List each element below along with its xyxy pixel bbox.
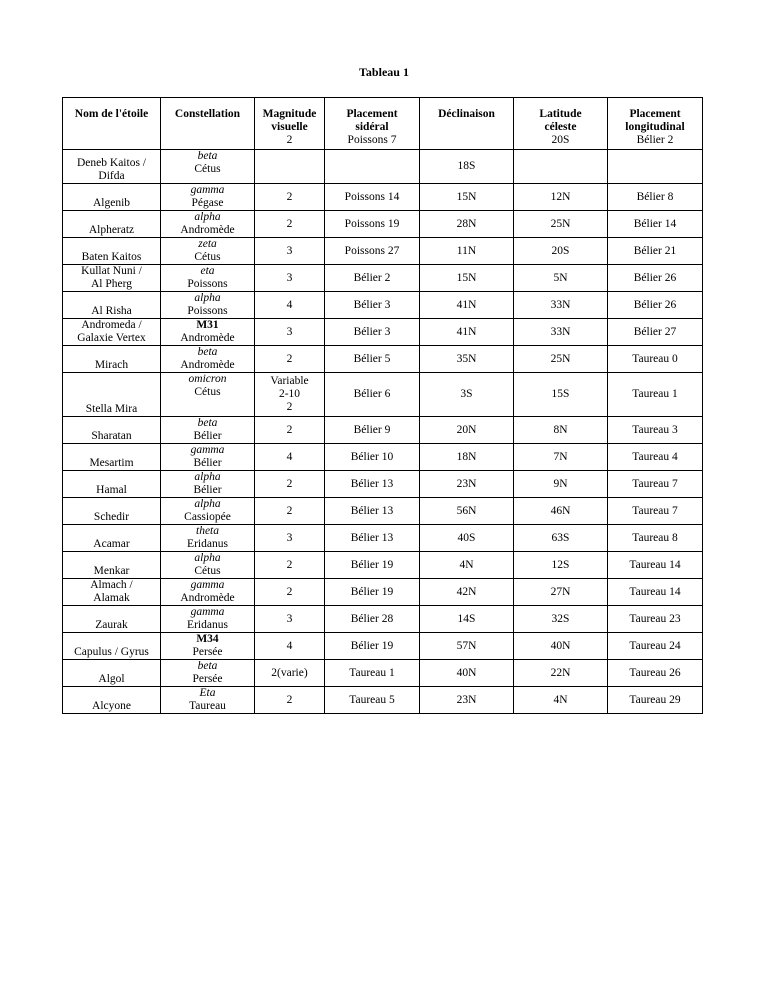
constellation-designation: alpha — [194, 211, 221, 223]
star-name-cell — [63, 265, 161, 292]
header-row — [63, 98, 703, 150]
magnitude-cell — [255, 579, 325, 606]
magnitude-cell — [255, 319, 325, 346]
header-longitudinal: Placement longitudinal Bélier 2 — [608, 98, 703, 150]
constellation-designation: alpha — [194, 292, 221, 304]
table-row — [63, 238, 703, 265]
longitudinal-cell: Taureau 1 — [608, 373, 703, 417]
constellation-name: Andromède — [180, 592, 235, 604]
longitudinal-cell: Taureau 0 — [608, 346, 703, 373]
declination-cell: 18N — [420, 444, 514, 471]
magnitude-value: 2 — [286, 477, 293, 490]
table-row — [63, 633, 703, 660]
declination-cell: 15N — [420, 184, 514, 211]
constellation-cell — [161, 346, 255, 373]
longitudinal-cell: Taureau 7 — [608, 498, 703, 525]
magnitude-value: 2(varie) — [271, 666, 308, 679]
header-constellation: Constellation — [161, 98, 255, 150]
constellation-designation: Eta — [199, 687, 216, 699]
header-name: Nom de l'étoile — [63, 98, 161, 150]
constellation-name: Bélier — [193, 457, 222, 469]
star-name-cell — [63, 579, 161, 606]
longitudinal-cell: Taureau 14 — [608, 579, 703, 606]
magnitude-value: 3 — [286, 612, 293, 625]
magnitude-value: 2 — [286, 504, 293, 517]
star-name: Algol — [98, 673, 125, 685]
longitudinal-cell — [608, 150, 703, 184]
star-name-cell — [63, 292, 161, 319]
sidereal-cell: Bélier 10 — [325, 444, 420, 471]
magnitude-cell — [255, 346, 325, 373]
table-row — [63, 150, 703, 184]
sidereal-cell: Poissons 14 — [325, 184, 420, 211]
longitudinal-cell: Taureau 7 — [608, 471, 703, 498]
star-name: Capulus / Gyrus — [74, 646, 149, 658]
constellation-cell — [161, 319, 255, 346]
constellation-name: Eridanus — [187, 619, 228, 631]
constellation-cell — [161, 444, 255, 471]
table-row — [63, 211, 703, 238]
star-name: Sharatan — [91, 430, 132, 442]
latitude-cell: 32S — [514, 606, 608, 633]
star-name-cell — [63, 633, 161, 660]
star-name: Menkar — [93, 565, 130, 577]
longitudinal-cell: Taureau 24 — [608, 633, 703, 660]
star-name-cont: Galaxie Vertex — [77, 332, 146, 344]
star-name: Zaurak — [95, 619, 128, 631]
declination-cell: 56N — [420, 498, 514, 525]
magnitude-cell — [255, 606, 325, 633]
star-name: Almach / — [90, 579, 133, 591]
star-name-cell — [63, 606, 161, 633]
star-name: Mirach — [94, 359, 129, 371]
sidereal-cell — [325, 150, 420, 184]
magnitude-cell — [255, 417, 325, 444]
constellation-name: Cétus — [194, 251, 221, 263]
constellation-cell — [161, 552, 255, 579]
magnitude-value: 2 — [286, 585, 293, 598]
star-name: Alcyone — [92, 700, 131, 712]
constellation-designation: beta — [197, 417, 218, 429]
star-name-cell — [63, 211, 161, 238]
declination-cell: 4N — [420, 552, 514, 579]
longitudinal-cell: Bélier 26 — [608, 292, 703, 319]
star-name: Al Risha — [91, 305, 132, 317]
sidereal-cell: Bélier 19 — [325, 579, 420, 606]
constellation-cell — [161, 150, 255, 184]
declination-cell: 40N — [420, 660, 514, 687]
sidereal-cell: Bélier 13 — [325, 498, 420, 525]
table-row — [63, 525, 703, 552]
star-name: Andromeda / — [81, 319, 142, 331]
longitudinal-cell: Taureau 8 — [608, 525, 703, 552]
magnitude-value: 2 — [286, 423, 293, 436]
star-name-cell — [63, 687, 161, 714]
latitude-cell: 15S — [514, 373, 608, 417]
magnitude-cell — [255, 471, 325, 498]
constellation-name: Cétus — [194, 565, 221, 577]
declination-cell: 35N — [420, 346, 514, 373]
constellation-cell — [161, 633, 255, 660]
latitude-cell: 9N — [514, 471, 608, 498]
constellation-cell — [161, 238, 255, 265]
star-name-cell — [63, 660, 161, 687]
table-row — [63, 373, 703, 417]
table-row — [63, 292, 703, 319]
constellation-name: Andromède — [180, 332, 235, 344]
declination-cell: 42N — [420, 579, 514, 606]
sidereal-cell: Bélier 19 — [325, 552, 420, 579]
declination-cell: 18S — [420, 150, 514, 184]
latitude-cell: 25N — [514, 211, 608, 238]
constellation-name: Bélier — [193, 430, 222, 442]
constellation-cell — [161, 417, 255, 444]
constellation-name: Cétus — [194, 386, 221, 398]
magnitude-value: Variable — [270, 375, 309, 387]
constellation-cell — [161, 660, 255, 687]
header-magnitude: Magnitude visuelle 2 — [255, 98, 325, 150]
magnitude-value: 2 — [286, 693, 293, 706]
sidereal-cell: Bélier 13 — [325, 525, 420, 552]
magnitude-cell — [255, 373, 325, 417]
star-name-cell — [63, 150, 161, 184]
star-name: Deneb Kaitos / — [77, 157, 146, 169]
longitudinal-cell: Bélier 26 — [608, 265, 703, 292]
constellation-name: Cassiopée — [184, 511, 231, 523]
magnitude-cell — [255, 444, 325, 471]
star-name-cell — [63, 498, 161, 525]
star-name: Schedir — [93, 511, 130, 523]
latitude-cell: 33N — [514, 319, 608, 346]
sidereal-cell: Bélier 9 — [325, 417, 420, 444]
magnitude-extra: 2-10 — [278, 388, 301, 400]
stars-table — [62, 97, 703, 714]
sidereal-cell: Poissons 19 — [325, 211, 420, 238]
declination-cell: 41N — [420, 292, 514, 319]
constellation-cell — [161, 687, 255, 714]
magnitude-value: 4 — [286, 639, 293, 652]
table-row — [63, 444, 703, 471]
longitudinal-cell: Bélier 21 — [608, 238, 703, 265]
star-name-cell — [63, 373, 161, 417]
star-name: Acamar — [93, 538, 130, 550]
longitudinal-cell: Bélier 14 — [608, 211, 703, 238]
constellation-designation: beta — [197, 660, 218, 672]
longitudinal-cell: Bélier 27 — [608, 319, 703, 346]
sidereal-cell: Bélier 2 — [325, 265, 420, 292]
magnitude-value: 3 — [286, 271, 293, 284]
page-title: Tableau 1 — [359, 65, 409, 79]
magnitude-cell — [255, 238, 325, 265]
declination-cell: 14S — [420, 606, 514, 633]
declination-cell: 23N — [420, 471, 514, 498]
longitudinal-cell: Bélier 8 — [608, 184, 703, 211]
table-row — [63, 184, 703, 211]
magnitude-value: 3 — [286, 244, 293, 257]
magnitude-value: 3 — [286, 325, 293, 338]
table-row — [63, 579, 703, 606]
sidereal-cell: Bélier 13 — [325, 471, 420, 498]
latitude-cell: 5N — [514, 265, 608, 292]
table-row — [63, 687, 703, 714]
magnitude-cell — [255, 660, 325, 687]
constellation-cell — [161, 579, 255, 606]
sidereal-cell: Bélier 3 — [325, 292, 420, 319]
magnitude-cell — [255, 633, 325, 660]
longitudinal-cell: Taureau 26 — [608, 660, 703, 687]
constellation-designation: alpha — [194, 471, 221, 483]
constellation-cell — [161, 373, 255, 417]
star-name-cell — [63, 552, 161, 579]
constellation-name: Andromède — [180, 359, 235, 371]
declination-cell: 3S — [420, 373, 514, 417]
constellation-designation: beta — [197, 150, 218, 162]
sidereal-cell: Bélier 28 — [325, 606, 420, 633]
declination-cell: 11N — [420, 238, 514, 265]
table-row — [63, 606, 703, 633]
latitude-cell: 4N — [514, 687, 608, 714]
magnitude-cell — [255, 150, 325, 184]
sidereal-cell: Bélier 5 — [325, 346, 420, 373]
magnitude-value: 4 — [286, 450, 293, 463]
star-name-cell — [63, 444, 161, 471]
magnitude-cell — [255, 498, 325, 525]
latitude-cell: 12S — [514, 552, 608, 579]
star-name-cell — [63, 319, 161, 346]
constellation-cell — [161, 292, 255, 319]
declination-cell: 57N — [420, 633, 514, 660]
constellation-cell — [161, 525, 255, 552]
constellation-designation: beta — [197, 346, 218, 358]
constellation-cell — [161, 471, 255, 498]
longitudinal-cell: Taureau 29 — [608, 687, 703, 714]
sidereal-cell: Taureau 1 — [325, 660, 420, 687]
star-name-cell — [63, 417, 161, 444]
constellation-name: Persée — [192, 646, 223, 658]
magnitude-cell — [255, 184, 325, 211]
latitude-cell — [514, 150, 608, 184]
constellation-designation: alpha — [194, 552, 221, 564]
star-name-cell — [63, 525, 161, 552]
constellation-cell — [161, 184, 255, 211]
star-name-cont: Alamak — [93, 592, 130, 604]
table-row — [63, 417, 703, 444]
star-name: Mesartim — [89, 457, 134, 469]
constellation-cell — [161, 265, 255, 292]
header-latitude: Latitude céleste 20S — [514, 98, 608, 150]
constellation-designation: M34 — [196, 633, 219, 645]
magnitude-value: 4 — [286, 298, 293, 311]
constellation-cell — [161, 211, 255, 238]
latitude-cell: 27N — [514, 579, 608, 606]
magnitude-cell — [255, 525, 325, 552]
header-sidereal: Placement sidéral Poissons 7 — [325, 98, 420, 150]
magnitude-value: 2 — [286, 558, 293, 571]
constellation-designation: gamma — [190, 444, 225, 456]
constellation-designation: gamma — [190, 184, 225, 196]
table-row — [63, 660, 703, 687]
longitudinal-cell: Taureau 23 — [608, 606, 703, 633]
star-name: Stella Mira — [85, 403, 138, 415]
constellation-name: Taureau — [189, 700, 226, 712]
star-name: Algenib — [92, 197, 131, 209]
latitude-cell: 33N — [514, 292, 608, 319]
latitude-cell: 40N — [514, 633, 608, 660]
magnitude-extra: 2 — [286, 401, 293, 413]
magnitude-value: 3 — [286, 531, 293, 544]
magnitude-cell — [255, 292, 325, 319]
constellation-designation: omicron — [188, 373, 227, 385]
constellation-name: Eridanus — [187, 538, 228, 550]
constellation-name: Cétus — [194, 163, 221, 175]
longitudinal-cell: Taureau 3 — [608, 417, 703, 444]
constellation-designation: theta — [196, 525, 219, 537]
declination-cell: 40S — [420, 525, 514, 552]
longitudinal-cell: Taureau 4 — [608, 444, 703, 471]
star-name-cell — [63, 471, 161, 498]
magnitude-cell — [255, 211, 325, 238]
latitude-cell: 46N — [514, 498, 608, 525]
declination-cell: 23N — [420, 687, 514, 714]
table-row — [63, 319, 703, 346]
constellation-designation: eta — [200, 265, 215, 277]
constellation-designation: M31 — [196, 319, 219, 331]
table-row — [63, 471, 703, 498]
constellation-designation: zeta — [198, 238, 217, 250]
star-name-cont: Difda — [98, 170, 125, 182]
sidereal-cell: Taureau 5 — [325, 687, 420, 714]
declination-cell: 15N — [420, 265, 514, 292]
longitudinal-cell: Taureau 14 — [608, 552, 703, 579]
table-row — [63, 498, 703, 525]
star-name-cell — [63, 346, 161, 373]
star-name-cell — [63, 184, 161, 211]
star-name: Alpheratz — [88, 224, 135, 236]
latitude-cell: 12N — [514, 184, 608, 211]
sidereal-cell: Bélier 3 — [325, 319, 420, 346]
declination-cell: 28N — [420, 211, 514, 238]
star-name: Baten Kaitos — [81, 251, 142, 263]
magnitude-value: 2 — [286, 190, 293, 203]
star-name: Kullat Nuni / — [81, 265, 142, 277]
declination-cell: 41N — [420, 319, 514, 346]
constellation-cell — [161, 606, 255, 633]
star-name-cont: Al Pherg — [91, 278, 132, 290]
star-name: Hamal — [96, 484, 127, 496]
latitude-cell: 8N — [514, 417, 608, 444]
latitude-cell: 63S — [514, 525, 608, 552]
latitude-cell: 20S — [514, 238, 608, 265]
constellation-name: Persée — [192, 673, 223, 685]
sidereal-cell: Bélier 6 — [325, 373, 420, 417]
constellation-name: Poissons — [187, 305, 228, 317]
constellation-name: Andromède — [180, 224, 235, 236]
star-name-cell — [63, 238, 161, 265]
constellation-designation: gamma — [190, 606, 225, 618]
latitude-cell: 25N — [514, 346, 608, 373]
constellation-name: Pégase — [191, 197, 224, 209]
sidereal-cell: Poissons 27 — [325, 238, 420, 265]
sidereal-cell: Bélier 19 — [325, 633, 420, 660]
magnitude-cell — [255, 687, 325, 714]
header-declination: Déclinaison — [420, 98, 514, 150]
latitude-cell: 22N — [514, 660, 608, 687]
table-row — [63, 346, 703, 373]
magnitude-cell — [255, 265, 325, 292]
constellation-name: Poissons — [187, 278, 228, 290]
magnitude-cell — [255, 552, 325, 579]
constellation-cell — [161, 498, 255, 525]
constellation-name: Bélier — [193, 484, 222, 496]
table-row — [63, 552, 703, 579]
constellation-designation: gamma — [190, 579, 225, 591]
constellation-designation: alpha — [194, 498, 221, 510]
magnitude-value: 2 — [286, 217, 293, 230]
magnitude-value: 2 — [286, 352, 293, 365]
declination-cell: 20N — [420, 417, 514, 444]
table-row — [63, 265, 703, 292]
latitude-cell: 7N — [514, 444, 608, 471]
